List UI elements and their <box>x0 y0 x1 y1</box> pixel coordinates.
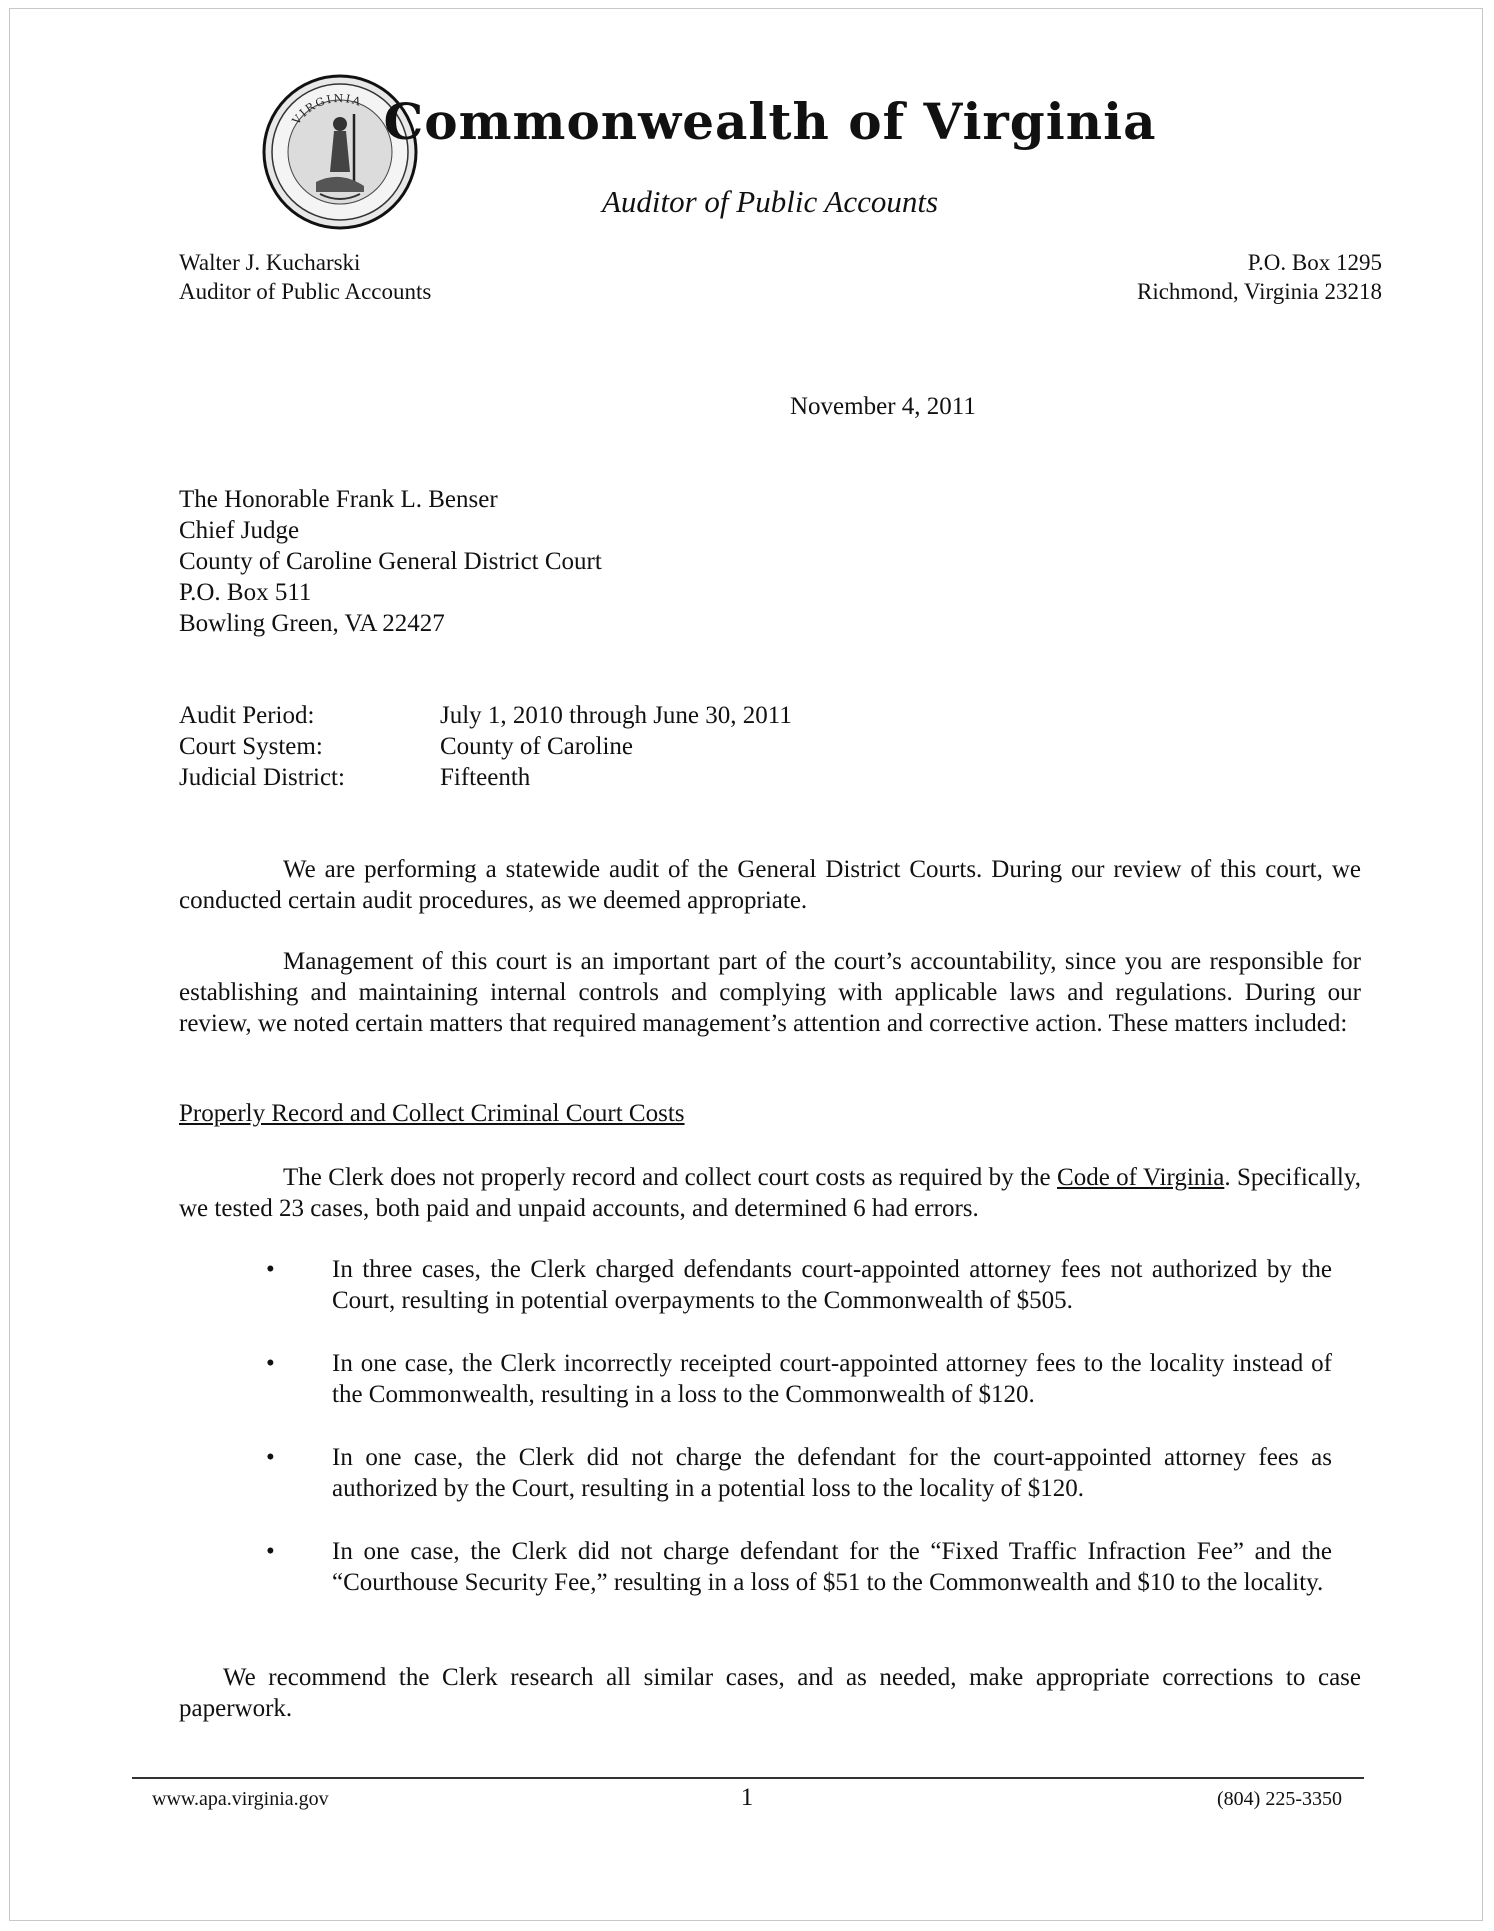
letterhead-title: Commonwealth of Virginia <box>383 92 1157 151</box>
audit-info-row <box>179 731 792 762</box>
bullet-icon: • <box>266 1538 275 1565</box>
findings-list <box>179 1254 1361 1630</box>
bullet-icon: • <box>266 1350 275 1377</box>
sender-title: Auditor of Public Accounts <box>179 279 432 304</box>
footer-divider <box>132 1777 1364 1779</box>
sender-name: Walter J. Kucharski <box>179 250 361 275</box>
audit-info-row <box>179 762 792 793</box>
audit-info-table <box>179 700 792 793</box>
recommendation-paragraph: We recommend the Clerk research all similar cases, and as needed, make appropriate corrections to case paperwork. <box>179 1664 1361 1722</box>
sender-address <box>1137 248 1382 306</box>
list-item-text: In one case, the Clerk did not charge defendant for the “Fixed Traffic Infraction Fee” and the “Courthouse Security Fee,” resulting in a loss of $51 to the Commonwealth and $10 to the locality. <box>332 1538 1332 1596</box>
list-item <box>179 1442 1332 1504</box>
letter-date: November 4, 2011 <box>790 393 976 420</box>
audit-info-value: July 1, 2010 through June 30, 2011 <box>440 702 792 729</box>
bullet-icon: • <box>266 1444 275 1471</box>
recipient-line: P.O. Box 511 <box>179 579 312 606</box>
findings-text-post: . Specifically, we tested 23 cases, both paid and unpaid accounts, and determined 6 had errors. <box>179 1164 1361 1222</box>
list-item <box>179 1348 1332 1410</box>
section-heading: Properly Record and Collect Criminal Court Costs <box>179 1100 685 1127</box>
audit-info-label: Audit Period: <box>179 702 315 729</box>
list-item-text: In three cases, the Clerk charged defendants court-appointed attorney fees not authorized by the Court, resulting in potential overpayments to the Commonwealth of $505. <box>332 1256 1332 1314</box>
recipient-line: County of Caroline General District Court <box>179 548 602 575</box>
footer-website-link[interactable]: www.apa.virginia.gov <box>152 1788 329 1810</box>
findings-paragraph <box>179 1162 1361 1224</box>
audit-info-label: Court System: <box>179 733 323 760</box>
audit-info-label: Judicial District: <box>179 764 345 791</box>
findings-text-pre: The Clerk does not properly record and collect court costs as required by the <box>283 1164 1058 1191</box>
code-of-virginia-reference: Code of Virginia <box>1057 1164 1225 1191</box>
audit-info-row <box>179 700 792 731</box>
list-item-text: In one case, the Clerk incorrectly receipted court-appointed attorney fees to the locality instead of the Commonwealth, resulting in a loss to the Commonwealth of $120. <box>332 1350 1332 1408</box>
recipient-line: Bowling Green, VA 22427 <box>179 610 445 637</box>
recipient-line: Chief Judge <box>179 517 300 544</box>
audit-info-value: Fifteenth <box>440 764 531 791</box>
list-item <box>179 1254 1332 1316</box>
letterhead-subtitle: Auditor of Public Accounts <box>601 184 939 219</box>
sender-block <box>179 248 431 306</box>
recipient-line: The Honorable Frank L. Benser <box>179 486 498 513</box>
footer-phone: (804) 225-3350 <box>1217 1788 1342 1810</box>
sender-address-line2: Richmond, Virginia 23218 <box>1136 279 1382 304</box>
sender-address-line1: P.O. Box 1295 <box>1247 250 1382 275</box>
audit-info-value: County of Caroline <box>440 733 634 760</box>
recipient-block <box>179 484 602 639</box>
bullet-icon: • <box>266 1256 275 1283</box>
page-number: 1 <box>740 1784 754 1811</box>
management-paragraph: Management of this court is an important part of the court’s accountability, since you are responsible for establishing and maintaining internal controls and complying with applicable laws and regulations. During our review, we noted certain matters that required management’s attention and corrective action. These matters included: <box>179 948 1361 1037</box>
svg-text:VIRGINIA: VIRGINIA <box>289 91 365 127</box>
list-item-text: In one case, the Clerk did not charge the defendant for the court-appointed attorney fees as authorized by the Court, resulting in a potential loss to the locality of $120. <box>332 1444 1332 1502</box>
list-item <box>179 1536 1332 1598</box>
intro-paragraph: We are performing a statewide audit of the General District Courts. During our review of this court, we conducted certain audit procedures, as we deemed appropriate. <box>179 856 1361 914</box>
